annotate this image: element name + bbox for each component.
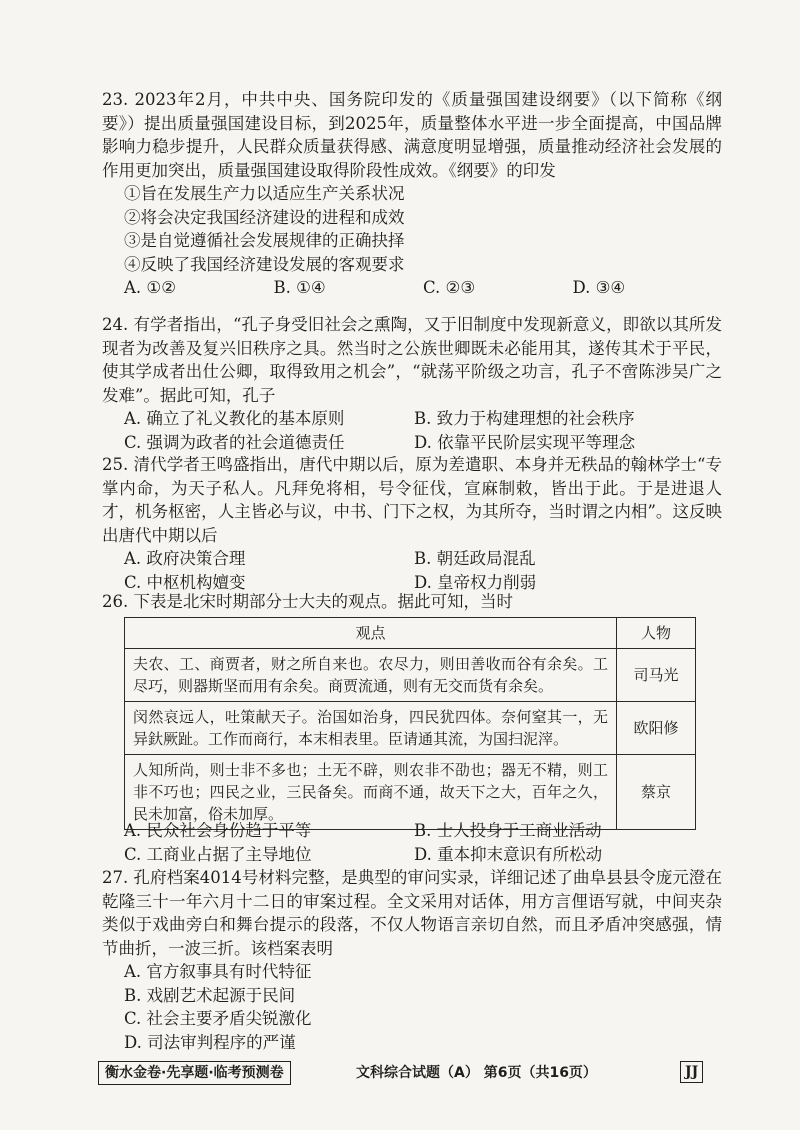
- question-24: [102, 313, 722, 454]
- table-header-row: [125, 618, 696, 649]
- table-header-view: 观点: [125, 618, 617, 649]
- question-23-option-a[interactable]: A. ①②: [124, 278, 176, 297]
- table-cell-person: 蔡京: [617, 755, 696, 830]
- question-24-option-a[interactable]: A. 确立了礼义教化的基本原则: [124, 409, 345, 428]
- table-cell-view: 夫农、工、商贾者，财之所自来也。农尽力，则田善收而谷有余矣。工尽巧，则器斯坚而用有余矣。商贾流通，则有无交而货有余矣。: [125, 649, 617, 702]
- question-26-options-row-1: [102, 819, 722, 843]
- table-row: [125, 649, 696, 702]
- table-row: [125, 702, 696, 755]
- question-23-option-d[interactable]: D. ③④: [572, 278, 626, 297]
- question-25-option-b[interactable]: B. 朝廷政局混乱: [414, 549, 536, 568]
- question-26-options-row-2: [102, 843, 722, 867]
- question-24-options-row-1: [102, 407, 722, 431]
- question-25: [102, 453, 722, 594]
- question-26: [102, 590, 722, 614]
- table-cell-view: 闵然哀远人，吐策献天子。治国如治身，四民犹四体。奈何窒其一，无异釱厥趾。工作而商行，本末相表里。臣请通其流，为国扫泥滓。: [125, 702, 617, 755]
- question-27-option-c[interactable]: C. 社会主要矛盾尖锐激化: [124, 1009, 312, 1028]
- question-25-stem: 25. 清代学者王鸣盛指出，唐代中期以后，原为差遣职、本身并无秩品的翰林学士“专掌内命，为天子私人。凡拜免将相，号令征伐，宣麻制敕，皆出于此。于是进退人才，机务枢密，人主皆必与议，中书、门下之权，为其所夺，当时谓之内相”。这反映出唐代中期以后: [102, 455, 722, 545]
- question-26-table: [124, 617, 696, 830]
- question-25-options-row-1: [102, 547, 722, 571]
- question-26-option-c[interactable]: C. 工商业占据了主导地位: [124, 844, 312, 864]
- table-cell-person: 司马光: [617, 649, 696, 702]
- question-23-stem: 23. 2023年2月，中共中央、国务院印发的《质量强国建设纲要》（以下简称《纲要》）提出质量强国建设目标，到2025年，质量整体水平进一步全面提高，中国品牌影响力稳步提升，人民群众质量获得感、满意度明显增强，质量推动经济社会发展的作用更加突出，质量强国建设取得阶段性成效。《纲要》的印发: [102, 90, 722, 180]
- question-23-option-b[interactable]: B. ①④: [273, 278, 326, 297]
- question-27-option-a[interactable]: A. 官方叙事具有时代特征: [124, 962, 312, 981]
- question-24-option-c[interactable]: C. 强调为政者的社会道德责任: [124, 432, 345, 452]
- footer-title: 文科综合试题（A） 第6页（共16页）: [356, 1065, 597, 1081]
- question-23-item-1: ①旨在发展生产力以适应生产关系状况: [124, 184, 405, 203]
- question-27: [102, 866, 722, 1054]
- question-23-item-2: ②将会决定我国经济建设的进程和成效: [124, 207, 405, 227]
- question-26-option-a[interactable]: A. 民众社会身份趋于平等: [124, 821, 312, 840]
- question-24-option-d[interactable]: D. 依靠平民阶层实现平等理念: [414, 432, 636, 452]
- question-26-option-d[interactable]: D. 重本抑末意识有所松动: [414, 844, 603, 864]
- question-23: [102, 88, 722, 300]
- question-25-option-d[interactable]: D. 皇帝权力削弱: [414, 572, 537, 592]
- question-26-options: [102, 819, 722, 866]
- question-23-options: [102, 276, 722, 300]
- table-cell-view: 人知所尚，则士非不多也；土无不辟，则农非不劭也；器无不精，则工非不巧也；四民之业，三民备矣。而商不通，故天下之大，百年之久，民未加富，俗未加厚。: [125, 755, 617, 830]
- question-25-option-c[interactable]: C. 中枢机构嬗变: [124, 572, 246, 592]
- question-26-option-b[interactable]: B. 士人投身于工商业活动: [414, 821, 602, 840]
- question-27-stem: 27. 孔府档案4014号材料完整，是典型的审问实录，详细记述了曲阜县县令庞元澄在乾隆三十一年六月十二日的审案过程。全文采用对话体，用方言俚语写就，中间夹杂类似于戏曲旁白和舞台提示的段落，不仅人物语言亲切自然，而且矛盾冲突感强，情节曲折，一波三折。该档案表明: [102, 868, 722, 958]
- table-header-person: 人物: [617, 618, 696, 649]
- table-cell-person: 欧阳修: [617, 702, 696, 755]
- page-footer: [98, 1061, 708, 1089]
- footer-code: JJ: [680, 1061, 703, 1083]
- question-24-options-row-2: [102, 431, 722, 455]
- question-24-option-b[interactable]: B. 致力于构建理想的社会秩序: [414, 409, 635, 428]
- question-25-option-a[interactable]: A. 政府决策合理: [124, 549, 246, 568]
- question-23-option-c[interactable]: C. ②③: [423, 278, 476, 297]
- question-24-stem: 24. 有学者指出，“孔子身受旧社会之熏陶，又于旧制度中发现新意义，即欲以其所发现者为改善及复兴旧秩序之具。然当时之公族世卿既未必能用其，遂传其术于平民，使其学成者出仕公卿，取得致用之机会”，“就荡平阶级之功言，孔子不啻陈涉吴广之发难”。据此可知，孔子: [102, 315, 722, 405]
- question-27-option-d[interactable]: D. 司法审判程序的严谨: [124, 1032, 296, 1052]
- question-26-stem: 26. 下表是北宋时期部分士大夫的观点。据此可知，当时: [102, 592, 513, 611]
- question-27-option-b[interactable]: B. 戏剧艺术起源于民间: [124, 985, 296, 1005]
- footer-brand: 衡水金卷·先享题·临考预测卷: [98, 1061, 291, 1085]
- question-23-item-3: ③是自觉遵循社会发展规律的正确抉择: [124, 231, 405, 250]
- question-23-item-4: ④反映了我国经济建设发展的客观要求: [124, 254, 405, 274]
